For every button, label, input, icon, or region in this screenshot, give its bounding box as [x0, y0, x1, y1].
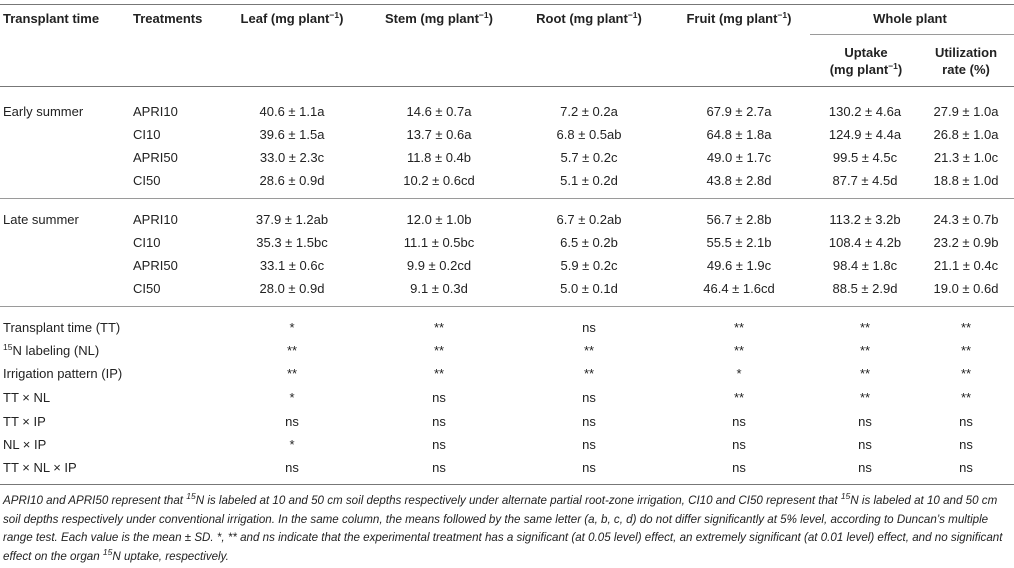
anova-factor: $^{15}$N labeling (NL)	[3, 342, 100, 358]
group-divider-rule	[0, 198, 1014, 199]
anova-cell-root: **	[583, 343, 595, 358]
anova-cell-root: ns	[582, 437, 596, 452]
table-cell-leaf: 28.6 ± 0.9d	[259, 173, 325, 188]
table-cell-leaf: 33.0 ± 2.3c	[259, 150, 325, 165]
table-cell-leaf: 37.9 ± 1.2ab	[255, 212, 329, 227]
table-row-treatment: APRI50	[133, 150, 178, 165]
anova-cell-root: ns	[582, 414, 596, 429]
anova-cell-utilization: **	[960, 366, 972, 381]
anova-factor: Irrigation pattern (IP)	[3, 366, 123, 381]
anova-factor: Transplant time (TT)	[3, 320, 121, 335]
table-cell-fruit: 55.5 ± 2.1b	[706, 235, 772, 250]
table-cell-fruit: 49.6 ± 1.9c	[706, 258, 772, 273]
anova-cell-stem: ns	[432, 460, 446, 475]
anova-cell-utilization: **	[960, 320, 972, 335]
anova-cell-leaf: ns	[285, 414, 299, 429]
table-cell-fruit: 43.8 ± 2.8d	[706, 173, 772, 188]
table-row-treatment: CI10	[133, 127, 161, 142]
table-cell-fruit: 56.7 ± 2.8b	[706, 212, 772, 227]
anova-cell-fruit: ns	[732, 437, 746, 452]
anova-factor: NL × IP	[3, 437, 47, 452]
table-cell-uptake: 108.4 ± 4.2b	[828, 235, 902, 250]
anova-cell-leaf: *	[289, 320, 295, 335]
table-cell-utilization: 23.2 ± 0.9b	[933, 235, 999, 250]
header-stem: Stem (mg plant$^{-1}$)	[385, 10, 493, 26]
anova-factor: TT × NL	[3, 390, 51, 405]
table-cell-uptake: 124.9 ± 4.4a	[828, 127, 902, 142]
table-row-treatment: APRI10	[133, 104, 178, 119]
anova-cell-fruit: ns	[732, 460, 746, 475]
anova-cell-utilization: **	[960, 390, 972, 405]
anova-cell-leaf: **	[286, 343, 298, 358]
anova-cell-stem: ns	[432, 437, 446, 452]
table-cell-root: 6.8 ± 0.5ab	[556, 127, 622, 142]
anova-cell-root: ns	[582, 460, 596, 475]
anova-factor: TT × NL × IP	[3, 460, 77, 475]
group-early-summer-label: Early summer	[3, 104, 84, 119]
table-cell-fruit: 64.8 ± 1.8a	[706, 127, 772, 142]
anova-divider-rule	[0, 306, 1014, 307]
table-cell-utilization: 27.9 ± 1.0a	[933, 104, 999, 119]
table-row-treatment: APRI50	[133, 258, 178, 273]
header-transplant-time: Transplant time	[3, 11, 100, 26]
anova-cell-leaf: *	[289, 437, 295, 452]
anova-cell-fruit: ns	[732, 414, 746, 429]
table-cell-root: 7.2 ± 0.2a	[560, 104, 618, 119]
table-cell-leaf: 28.0 ± 0.9d	[259, 281, 325, 296]
anova-cell-stem: ns	[432, 414, 446, 429]
table-cell-leaf: 40.6 ± 1.1a	[259, 104, 325, 119]
table-cell-utilization: 21.1 ± 0.4c	[933, 258, 999, 273]
anova-cell-leaf: **	[286, 366, 298, 381]
anova-cell-fruit: **	[733, 390, 745, 405]
table-cell-stem: 9.1 ± 0.3d	[410, 281, 468, 296]
anova-cell-root: **	[583, 366, 595, 381]
table-top-rule	[0, 4, 1014, 5]
anova-cell-uptake: ns	[858, 437, 872, 452]
table-cell-root: 5.1 ± 0.2d	[560, 173, 618, 188]
header-treatments: Treatments	[133, 11, 203, 26]
anova-cell-uptake: ns	[858, 460, 872, 475]
anova-cell-root: ns	[582, 390, 596, 405]
table-cell-stem: 14.6 ± 0.7a	[406, 104, 472, 119]
table-cell-utilization: 21.3 ± 1.0c	[933, 150, 999, 165]
header-uptake: Uptake (mg plant$^{-1}$)	[829, 45, 903, 77]
table-cell-stem: 11.1 ± 0.5bc	[403, 235, 475, 250]
table-cell-root: 5.9 ± 0.2c	[560, 258, 618, 273]
anova-cell-fruit: *	[736, 366, 742, 381]
table-row-treatment: APRI10	[133, 212, 178, 227]
table-cell-leaf: 35.3 ± 1.5bc	[256, 235, 328, 250]
table-cell-fruit: 49.0 ± 1.7c	[706, 150, 772, 165]
table-row-treatment: CI10	[133, 235, 161, 250]
table-cell-root: 6.7 ± 0.2ab	[556, 212, 622, 227]
header-bottom-rule	[0, 86, 1014, 87]
table-cell-fruit: 67.9 ± 2.7a	[706, 104, 772, 119]
table-cell-leaf: 39.6 ± 1.5a	[259, 127, 325, 142]
group-late-summer-label: Late summer	[3, 212, 79, 227]
header-utilization: Utilization rate (%)	[934, 45, 998, 77]
table-footnote: APRI10 and APRI50 represent that $^{15}$N is labeled at 10 and 50 cm soil depths respectively under alternate partial root-zone irrigation, CI10 and CI50 represent that $^{15}$N is labeled at 10 and 50 cm soil depths respectively under conventional irrigation. In the same column, the means followed by the same letter (a, b, c, d) do not differ significantly at 5% level, according to Duncan’s multiple range test. Each value is the mean ± SD. *, ** and ns indicate that the experimental treatment has a significant (at 0.05 level) effect, an extremely significant (at 0.01 level) effect, and no significant effect on the organ $^{15}$N uptake, respectively.	[3, 491, 1003, 563]
table-cell-uptake: 88.5 ± 2.9d	[832, 281, 898, 296]
anova-cell-leaf: ns	[285, 460, 299, 475]
anova-cell-stem: **	[433, 343, 445, 358]
table-cell-uptake: 99.5 ± 4.5c	[832, 150, 898, 165]
table-cell-leaf: 33.1 ± 0.6c	[259, 258, 325, 273]
header-whole-plant: Whole plant	[873, 11, 947, 26]
table-cell-root: 5.7 ± 0.2c	[560, 150, 618, 165]
anova-cell-fruit: **	[733, 320, 745, 335]
anova-cell-stem: **	[433, 320, 445, 335]
anova-cell-uptake: ns	[858, 414, 872, 429]
table-row-treatment: CI50	[133, 281, 161, 296]
table-cell-root: 6.5 ± 0.2b	[560, 235, 618, 250]
anova-cell-uptake: **	[859, 390, 871, 405]
table-cell-root: 5.0 ± 0.1d	[560, 281, 618, 296]
table-cell-stem: 9.9 ± 0.2cd	[406, 258, 472, 273]
table-cell-stem: 13.7 ± 0.6a	[406, 127, 472, 142]
whole-plant-subrule	[810, 34, 1014, 35]
table-cell-uptake: 87.7 ± 4.5d	[832, 173, 898, 188]
header-leaf: Leaf (mg plant$^{-1}$)	[240, 10, 344, 26]
table-cell-utilization: 26.8 ± 1.0a	[933, 127, 999, 142]
anova-cell-utilization: ns	[959, 437, 973, 452]
header-fruit: Fruit (mg plant$^{-1}$)	[686, 10, 792, 26]
table-cell-fruit: 46.4 ± 1.6cd	[703, 281, 775, 296]
table-cell-stem: 10.2 ± 0.6cd	[403, 173, 475, 188]
table-cell-uptake: 113.2 ± 3.2b	[829, 212, 901, 227]
table-cell-stem: 11.8 ± 0.4b	[407, 150, 471, 165]
anova-factor: TT × IP	[3, 414, 46, 429]
anova-cell-uptake: **	[859, 343, 871, 358]
table-bottom-rule	[0, 484, 1014, 485]
anova-cell-stem: ns	[432, 390, 446, 405]
anova-cell-utilization: **	[960, 343, 972, 358]
anova-cell-fruit: **	[733, 343, 745, 358]
table-cell-utilization: 24.3 ± 0.7b	[933, 212, 999, 227]
table-cell-uptake: 130.2 ± 4.6a	[828, 104, 902, 119]
table-cell-utilization: 19.0 ± 0.6d	[933, 281, 999, 296]
header-root: Root (mg plant$^{-1}$)	[536, 10, 642, 26]
anova-cell-uptake: **	[859, 366, 871, 381]
table-row-treatment: CI50	[133, 173, 161, 188]
anova-cell-utilization: ns	[959, 414, 973, 429]
anova-cell-stem: **	[433, 366, 445, 381]
table-cell-utilization: 18.8 ± 1.0d	[933, 173, 999, 188]
anova-cell-root: ns	[582, 320, 596, 335]
anova-cell-uptake: **	[859, 320, 871, 335]
table-cell-uptake: 98.4 ± 1.8c	[832, 258, 898, 273]
table-cell-stem: 12.0 ± 1.0b	[406, 212, 472, 227]
anova-cell-utilization: ns	[959, 460, 973, 475]
anova-cell-leaf: *	[289, 390, 295, 405]
